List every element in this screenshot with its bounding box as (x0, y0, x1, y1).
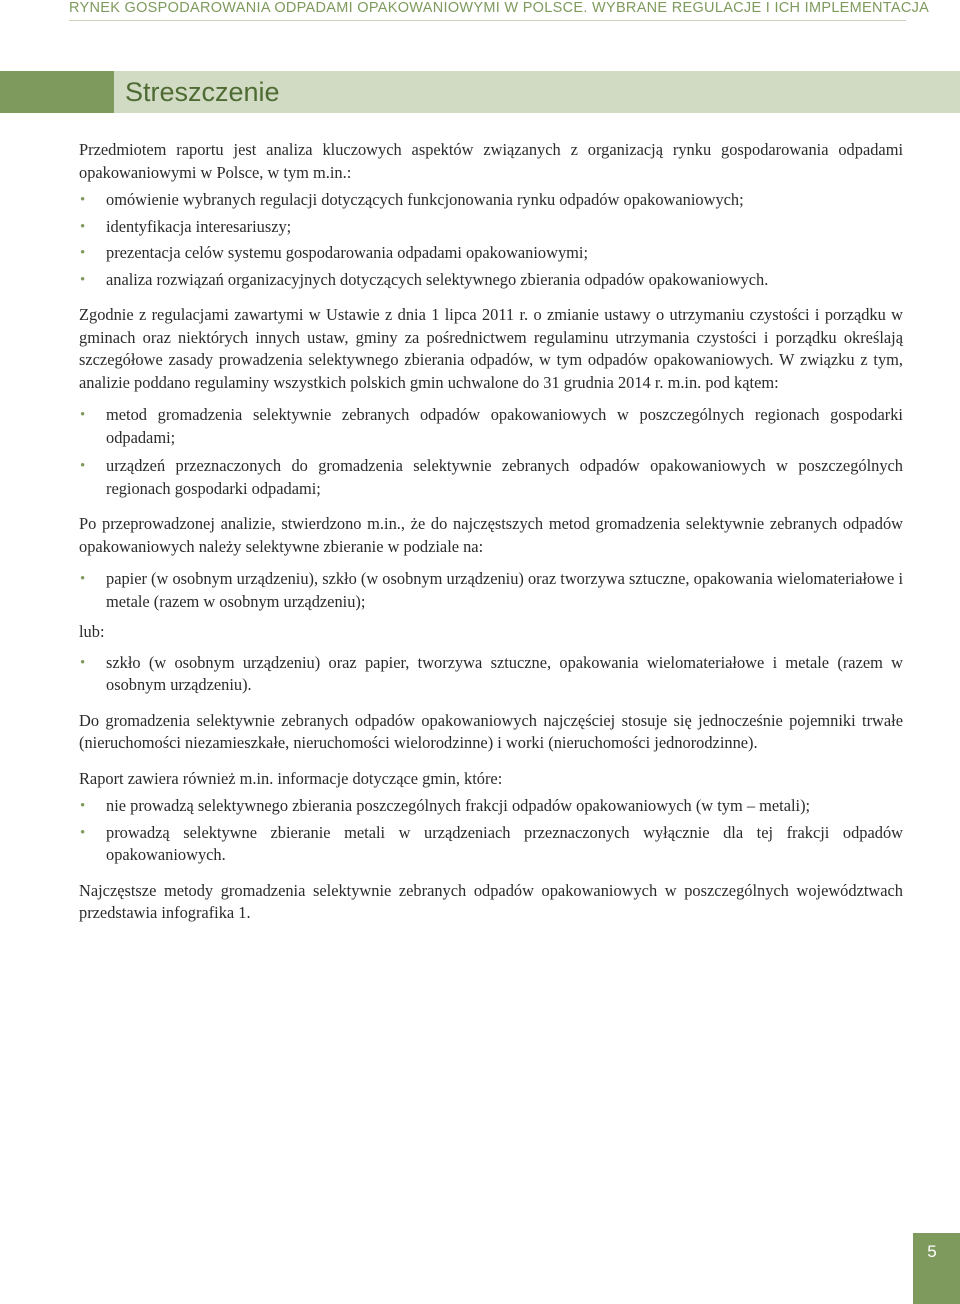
report-paragraph: Raport zawiera również m.in. informacje dotyczące gmin, które: (79, 768, 503, 788)
bullet-icon: • (80, 218, 86, 235)
running-header: RYNEK GOSPODAROWANIA ODPADAMI OPAKOWANIOWYMI W POLSCE. WYBRANE REGULACJE I ICH IMPLEMENTACJA (69, 0, 930, 16)
list-item: • identyfikacja interesariuszy; (79, 216, 903, 239)
list-item: • analiza rozwiązań organizacyjnych dotyczących selektywnego zbierania odpadów opakowaniowych. (79, 269, 903, 292)
gminy-list (79, 795, 903, 867)
method-list-b (79, 652, 903, 697)
bullet-icon: • (80, 192, 86, 208)
section-band-accent (0, 71, 114, 113)
or-label: lub: (79, 622, 105, 641)
section-title: Streszczenie (125, 77, 280, 107)
list-item: • omówienie wybranych regulacji dotyczących funkcjonowania rynku odpadów opakowaniowych; (79, 189, 903, 212)
list-item: • urządzeń przeznaczonych do gromadzenia selektywnie zebranych odpadów opakowaniowych w poszczególnych regionach gospodarki odpadami; (80, 456, 903, 498)
containers-paragraph: Do gromadzenia selektywnie zebranych odpadów opakowaniowych najczęściej stosuje się jednocześnie pojemniki trwałe (nieruchomości niezamieszkałe, nieruchomości wielorodzinne) i worki (nieruchomości jednorodzinne). (79, 710, 903, 752)
regulations-paragraph: Zgodnie z regulacjami zawartymi w Ustawie z dnia 1 lipca 2011 r. o zmianie ustawy o utrzymaniu czystości i porządku w gminach oraz niektórych innych ustaw, gminy za pośrednictwem regulaminu utrzymania czystości i porządku określają szczegółowe zasady prowadzenia selektywnego zbierania odpadów, w tym odpadów opakowaniowych. W związku z tym, analizie poddano regulaminy wszystkich polskich gmin uchwalone do 31 grudnia 2014 r. m.in. pod kątem: (79, 305, 903, 392)
section-band (0, 71, 960, 113)
bullet-icon: • (80, 407, 86, 423)
method-list-a (79, 568, 903, 613)
list-item: • prowadzą selektywne zbieranie metali w urządzeniach przeznaczonych wyłącznie dla tej frakcji odpadów opakowaniowych. (80, 822, 903, 864)
header-divider (69, 20, 906, 21)
page-number-box (913, 1233, 960, 1304)
conclusion-paragraph: Po przeprowadzonej analizie, stwierdzono m.in., że do najczęstszych metod gromadzenia selektywnie zebranych odpadów opakowaniowych należy selektywne zbieranie w podziale na: (79, 514, 903, 556)
bullet-icon: • (80, 824, 86, 841)
final-paragraph: Najczęstsze metody gromadzenia selektywnie zebranych odpadów opakowaniowych w poszczególnych województwach przedstawia infografika 1. (79, 880, 903, 922)
list-item: • nie prowadzą selektywnego zbierania poszczególnych frakcji odpadów opakowaniowych (w tym – metali); (79, 795, 903, 818)
bullet-icon: • (80, 245, 86, 261)
list-item: • metod gromadzenia selektywnie zebranych odpadów opakowaniowych w poszczególnych regionach gospodarki odpadami; (80, 405, 903, 447)
bullet-icon: • (80, 571, 86, 587)
list-item: • papier (w osobnym urządzeniu), szkło (w osobnym urządzeniu) oraz tworzywa sztuczne, opakowania wielomateriałowe i metale (razem w osobnym urządzeniu); (80, 569, 903, 611)
list-item: • szkło (w osobnym urządzeniu) oraz papier, tworzywa sztuczne, opakowania wielomateriałowe i metale (razem w osobnym urządzeniu). (80, 652, 903, 694)
bullet-icon: • (80, 458, 86, 474)
list-item: • prezentacja celów systemu gospodarowania odpadami opakowaniowymi; (79, 242, 903, 265)
summary-content (79, 139, 903, 925)
bullet-icon: • (80, 271, 86, 288)
intro-list (79, 189, 903, 291)
analysis-list (79, 404, 903, 500)
bullet-icon: • (80, 654, 86, 671)
intro-paragraph: Przedmiotem raportu jest analiza kluczowych aspektów związanych z organizacją rynku gospodarowania odpadami opakowaniowymi w Polsce, w tym m.in.: (79, 140, 903, 182)
bullet-icon: • (80, 798, 86, 814)
page-number: 5 (927, 1242, 937, 1261)
